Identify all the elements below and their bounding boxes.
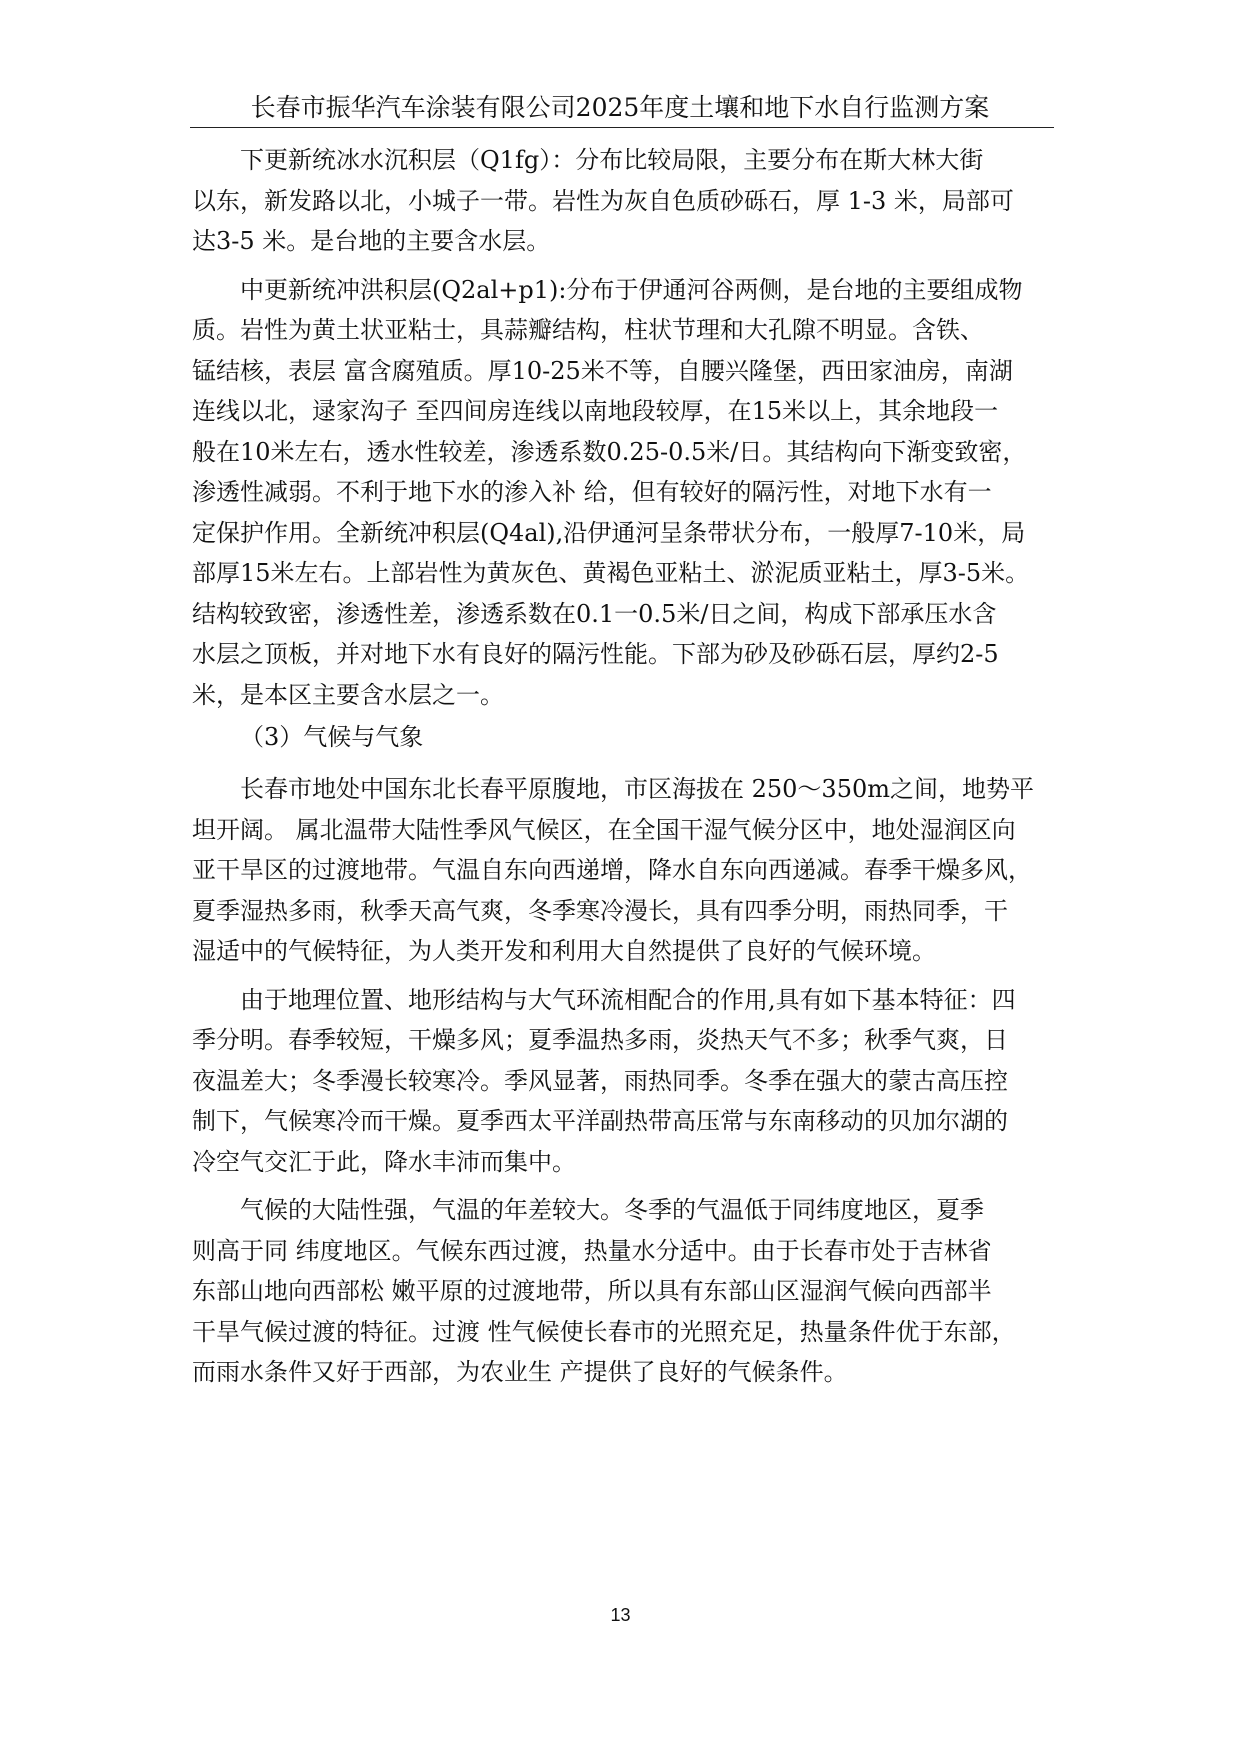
text-line: 冷空气交汇于此，降水丰沛而集中。 [192, 1147, 576, 1176]
text-line: 水层之顶板，并对地下水有良好的隔污性能。下部为砂及砂砾石层，厚约2-5 [192, 640, 999, 668]
text-line: 以东，新发路以北，小城子一带。岩性为灰自色质砂砾石，厚 1-3 米，局部可 [192, 186, 1014, 215]
text-line: 夏季湿热多雨，秋季天高气爽，冬季寒冷漫长，具有四季分明，雨热同季，干 [192, 896, 1008, 925]
text-line: 锰结核，表层 富含腐殖质。厚10-25米不等，自腰兴隆堡，西田家油房，南湖 [192, 356, 1013, 385]
text-line: 东部山地向西部松 嫩平原的过渡地带，所以具有东部山区湿润气候向西部半 [192, 1277, 992, 1305]
text-line: 连线以北，逯家沟子 至四间房连线以南地段较厚，在15米以上，其余地段一 [192, 397, 999, 425]
text-line: 湿适中的气候特征，为人类开发和利用大自然提供了良好的气候环境。 [192, 937, 936, 965]
text-line: 米，是本区主要含水层之一。 [192, 680, 504, 709]
text-line: 干旱气候过渡的特征。过渡 性气候使长春市的光照充足，热量条件优于东部， [192, 1317, 1016, 1346]
document-body [192, 140, 1052, 1393]
paragraph-climate-overview [192, 769, 1052, 972]
text-line: 结构较致密，渗透性差，渗透系数在0.1一0.5米/日之间，构成下部承压水含 [192, 599, 997, 628]
text-line: 气候的大陆性强，气温的年差较大。冬季的气温低于同纬度地区，夏季 [240, 1196, 984, 1224]
text-line: 长春市地处中国东北长春平原腹地，市区海拔在 250～350m之间，地势平 [240, 775, 1035, 803]
text-line: 下更新统冰水沉积层（Q1fg）：分布比较局限，主要分布在斯大林大街 [240, 146, 984, 174]
text-line: 则高于同 纬度地区。气候东西过渡，热量水分适中。由于长春市处于吉林省 [192, 1236, 992, 1265]
text-line: 定保护作用。全新统冲积层(Q4al),沿伊通河呈条带状分布，一般厚7-10米，局 [192, 518, 1026, 547]
text-line: 而雨水条件又好于西部，为农业生 产提供了良好的气候条件。 [192, 1358, 848, 1386]
text-line: 渗透性减弱。不利于地下水的渗入补 给，但有较好的隔污性，对地下水有一 [192, 478, 992, 506]
text-line: 般在10米左右，透水性较差，渗透系数0.25-0.5米/日。其结构向下渐变致密， [192, 437, 1027, 466]
text-line: 坦开阔。 属北温带大陆性季风气候区，在全国干湿气候分区中，地处湿润区向 [192, 815, 1016, 844]
text-line: 由于地理位置、地形结构与大气环流相配合的作用,具有如下基本特征：四 [240, 985, 1016, 1014]
text-line: 夜温差大；冬季漫长较寒冷。季风显著，雨热同季。冬季在强大的蒙古高压控 [192, 1066, 1008, 1095]
text-line: 季分明。春季较短，干燥多风；夏季温热多雨，炎热天气不多；秋季气爽，日 [192, 1026, 1008, 1054]
text-line: 质。岩性为黄土状亚粘士，具蒜瓣结构，柱状节理和大孔隙不明显。含铁、 [192, 316, 984, 344]
text-line: 部厚15米左右。上部岩性为黄灰色、黄褐色亚粘土、淤泥质亚粘土，厚3-5米。 [192, 559, 1030, 587]
header-divider [190, 127, 1054, 128]
paragraph-climate-features [192, 980, 1052, 1183]
text-line: 中更新统冲洪积层(Q2al+p1):分布于伊通河谷两侧，是台地的主要组成物 [240, 275, 1023, 304]
page-number: 13 [610, 1605, 631, 1625]
text-line: 亚干旱区的过渡地带。气温自东向西递增，降水自东向西递减。春季干燥多风， [192, 856, 1032, 884]
text-line: 达3-5 米。是台地的主要含水层。 [192, 227, 551, 255]
paragraph-continental-climate [192, 1190, 1052, 1393]
page-header-title: 长春市振华汽车涂装有限公司2025年度土壤和地下水自行监测方案 [250, 93, 990, 122]
paragraph-q2-q4 [192, 270, 1052, 716]
section-heading-climate: （3）气候与气象 [240, 723, 424, 751]
paragraph-q1fg [192, 140, 1052, 262]
text-line: 制下，气候寒冷而干燥。夏季西太平洋副热带高压常与东南移动的贝加尔湖的 [192, 1107, 1008, 1135]
